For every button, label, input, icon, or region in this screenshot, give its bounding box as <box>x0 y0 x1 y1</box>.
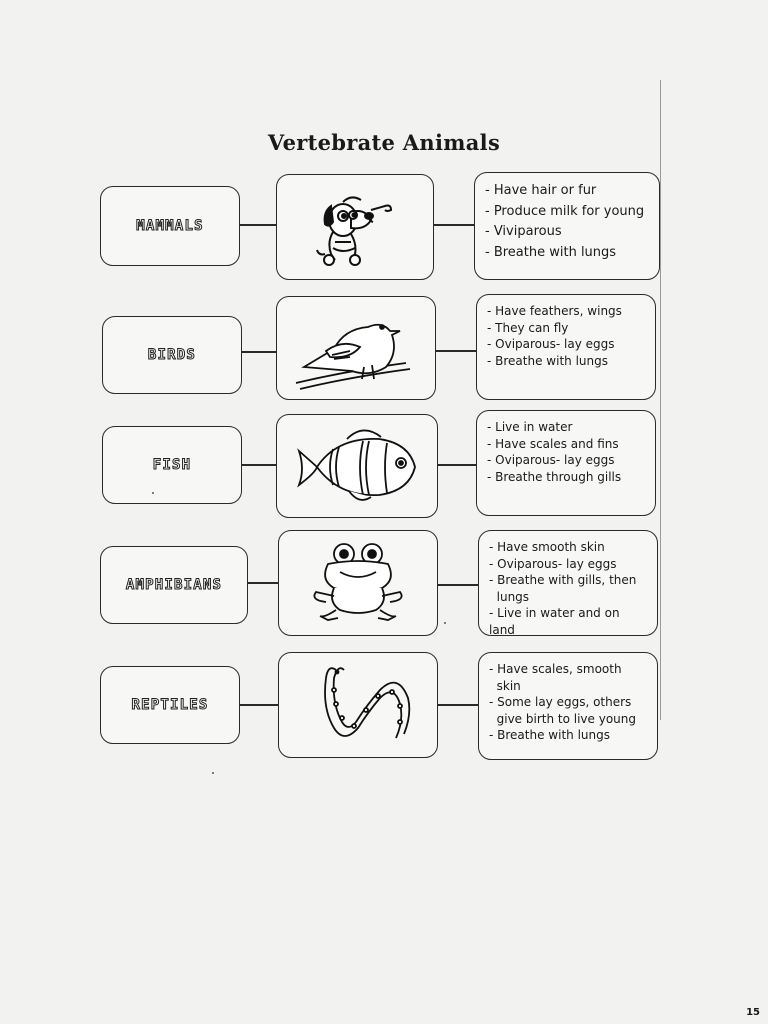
trait-item: - Oviparous- lay eggs <box>487 453 615 467</box>
connector-line <box>242 464 276 466</box>
image-box-reptiles <box>278 652 438 758</box>
traits-box-reptiles <box>478 652 658 760</box>
dog-illustration <box>285 182 425 272</box>
page-edge-line <box>660 80 661 720</box>
group-label-box-fish <box>102 426 242 504</box>
trait-item: - Oviparous- lay eggs <box>487 337 615 351</box>
group-label-fish: FISH <box>152 457 192 473</box>
trait-item: - Some lay eggs, others <box>489 695 632 709</box>
trait-item: - Live in water <box>487 420 573 434</box>
image-box-birds <box>276 296 436 400</box>
trait-item: - Breathe with lungs <box>489 728 610 742</box>
image-box-mammals <box>276 174 434 280</box>
trait-item: - Have feathers, wings <box>487 304 622 318</box>
trait-item: give birth to live young <box>489 711 636 726</box>
trait-item: skin <box>489 678 521 693</box>
clownfish-illustration <box>287 421 427 511</box>
group-label-box-mammals <box>100 186 240 266</box>
trait-item: - Viviparous <box>485 224 562 239</box>
trait-item: - Have hair or fur <box>485 183 597 198</box>
page-number: 15 <box>746 1007 760 1018</box>
trait-item: - Have smooth skin <box>489 540 605 554</box>
image-box-fish <box>276 414 438 518</box>
trait-item: lungs <box>489 589 530 604</box>
trait-item: - Breathe through gills <box>487 469 622 484</box>
group-label-mammals: MAMMALS <box>136 218 204 234</box>
trait-item: - Live in water and on land <box>489 606 620 637</box>
paper-speck <box>152 492 154 494</box>
connector-line <box>240 224 276 226</box>
image-box-amphibians <box>278 530 438 636</box>
paper-speck <box>444 622 446 624</box>
trait-item: - They can fly <box>487 320 569 335</box>
connector-line <box>438 704 478 706</box>
paper-speck <box>212 772 214 774</box>
bird-illustration <box>286 303 426 393</box>
trait-item: - Breathe with lungs <box>487 353 608 368</box>
traits-box-birds <box>476 294 656 400</box>
traits-box-fish <box>476 410 656 516</box>
trait-item: - Oviparous- lay eggs <box>489 556 617 571</box>
connector-line <box>434 224 474 226</box>
traits-box-mammals <box>474 172 660 280</box>
trait-item: - Have scales, smooth <box>489 662 622 676</box>
connector-line <box>240 704 278 706</box>
frog-illustration <box>288 538 428 628</box>
group-label-birds: BIRDS <box>147 347 197 363</box>
connector-line <box>438 464 476 466</box>
group-label-box-birds <box>102 316 242 394</box>
trait-item: - Produce milk for young <box>485 203 645 219</box>
connector-line <box>248 582 278 584</box>
page-title: Vertebrate Animals <box>267 130 501 155</box>
traits-box-amphibians <box>478 530 658 636</box>
group-label-reptiles: REPTILES <box>131 697 209 713</box>
snake-illustration <box>288 660 428 750</box>
connector-line <box>438 584 478 586</box>
connector-line <box>436 350 476 352</box>
group-label-box-amphibians <box>100 546 248 624</box>
connector-line <box>242 351 276 353</box>
group-label-amphibians: AMPHIBIANS <box>125 577 223 593</box>
trait-item: - Breathe with gills, then <box>489 573 637 587</box>
trait-item: - Breathe with lungs <box>485 244 617 260</box>
group-label-box-reptiles <box>100 666 240 744</box>
trait-item: - Have scales and fins <box>487 436 619 451</box>
